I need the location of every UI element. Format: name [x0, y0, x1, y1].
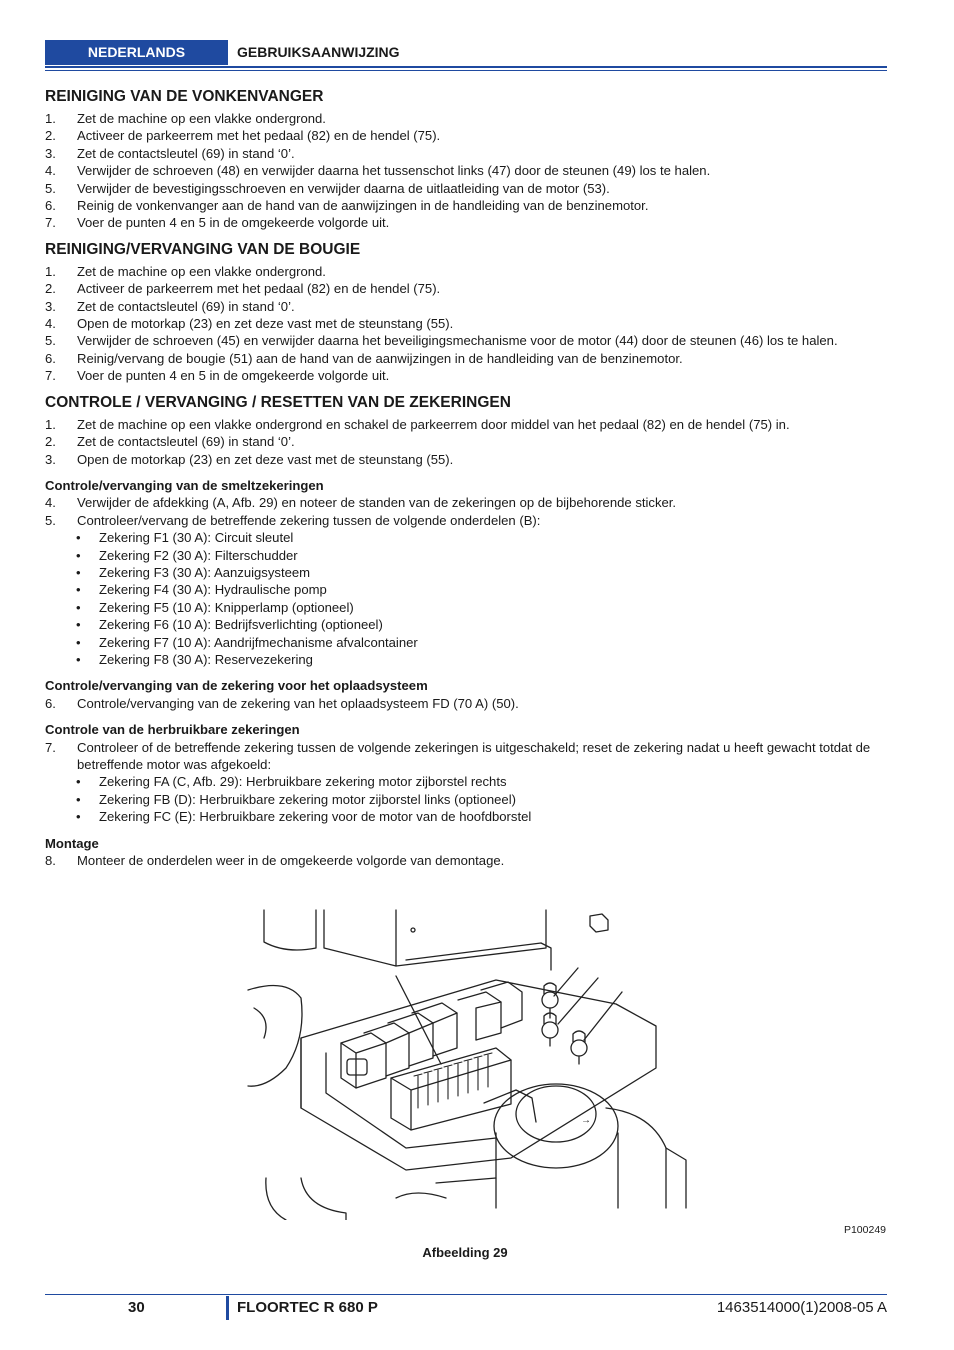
step-item [45, 280, 887, 297]
step-text: Voer de punten 4 en 5 in de omgekeerde volgorde uit. [77, 215, 390, 231]
step-list [45, 416, 887, 468]
step-text: Controleer of de betreffende zekering tussen de volgende zekeringen is uitgeschakeld; reset de zekering nadat u heeft gewacht totdat de betreffende motor was afgekoeld: [77, 739, 871, 772]
step-text: Voer de punten 4 en 5 in de omgekeerde volgorde uit. [77, 368, 390, 384]
step-number: 5. [45, 333, 56, 349]
step-item [45, 315, 887, 332]
section-title: CONTROLE / VERVANGING / RESETTEN VAN DE ZEKERINGEN [45, 393, 511, 411]
step-item [45, 695, 887, 712]
fuse-item: • Zekering FA (C, Afb. 29): Herbruikbare zekering motor zijborstel rechts [45, 773, 887, 790]
step-item [45, 145, 887, 162]
subsection-title: Montage [45, 835, 99, 851]
fuse-item: • Zekering F3 (30 A): Aanzuigsysteem [45, 564, 887, 581]
step-text: Verwijder de schroeven (48) en verwijder daarna het tussenschot links (47) door de steunen (49) los te halen. [77, 163, 711, 179]
manual-title: GEBRUIKSAANWIJZING [237, 44, 400, 60]
step-list [45, 695, 887, 712]
step-number: 7. [45, 368, 56, 384]
svg-text:→: → [581, 1115, 591, 1126]
step-text: Monteer de onderdelen weer in de omgekeerde volgorde van demontage. [77, 853, 505, 869]
step-item [45, 162, 887, 179]
page-content [45, 87, 887, 869]
document-code: 1463514000(1)2008-05 A [716, 1299, 887, 1316]
step-item [45, 214, 887, 231]
footer-divider [226, 1296, 229, 1320]
step-item [45, 852, 887, 869]
step-text: Controleer/vervang de betreffende zekering tussen de volgende onderdelen (B): [77, 512, 541, 528]
fuse-item: • Zekering F8 (30 A): Reservezekering [45, 651, 887, 668]
step-list [45, 263, 887, 385]
header-rule-thin [45, 70, 887, 71]
step-item [45, 180, 887, 197]
step-item [45, 416, 887, 433]
step-text: Zet de contactsleutel (69) in stand ‘0’. [77, 145, 295, 161]
step-item [45, 263, 887, 280]
figure-code: P100249 [843, 1224, 886, 1236]
fuse-item: • Zekering F6 (10 A): Bedrijfsverlichting (optioneel) [45, 616, 887, 633]
fuse-item: • Zekering F4 (30 A): Hydraulische pomp [45, 581, 887, 598]
fuse-item: • Zekering F7 (10 A): Aandrijfmechanisme afvalcontainer [45, 634, 887, 651]
step-number: 4. [45, 495, 56, 511]
footer-rule [45, 1294, 887, 1295]
step-list [45, 110, 887, 232]
step-item [45, 332, 887, 349]
step-text: Open de motorkap (23) en zet deze vast met de steunstang (55). [77, 316, 454, 332]
figure-caption: Afbeelding 29 [422, 1245, 508, 1260]
step-item [45, 512, 887, 529]
fuse-list [45, 773, 887, 825]
fuse-item: • Zekering FC (E): Herbruikbare zekering voor de motor van de hoofdborstel [45, 808, 887, 825]
step-number: 4. [45, 316, 56, 332]
fuse-item: • Zekering F2 (30 A): Filterschudder [45, 547, 887, 564]
step-number: 1. [45, 111, 56, 126]
step-list [45, 494, 887, 529]
step-list [45, 739, 887, 774]
step-item [45, 367, 887, 384]
fuse-item: • Zekering F5 (10 A): Knipperlamp (optioneel) [45, 599, 887, 616]
step-item [45, 110, 887, 127]
section-spark-plug [45, 240, 887, 385]
step-number: 3. [45, 451, 56, 467]
step-text: Zet de machine op een vlakke ondergrond. [77, 263, 326, 279]
step-number: 6. [45, 350, 56, 366]
step-item [45, 739, 887, 774]
fuse-box-illustration [246, 908, 688, 1220]
subsection-title: Controle/vervanging van de smeltzekeringen [45, 477, 324, 493]
step-text: Activeer de parkeerrem met het pedaal (82) en de hendel (75). [77, 128, 441, 144]
step-item [45, 451, 887, 468]
step-text: Reinig de vonkenvanger aan de hand van de aanwijzingen in de handleiding van de benzinemotor. [77, 198, 649, 214]
page-number: 30 [128, 1299, 145, 1316]
step-text: Zet de machine op een vlakke ondergrond en schakel de parkeerrem door middel van het pedaal (82) en de hendel (75) in. [77, 416, 790, 432]
fuse-item: • Zekering F1 (30 A): Circuit sleutel [45, 529, 887, 546]
step-number: 6. [45, 695, 56, 711]
step-number: 3. [45, 298, 56, 314]
section-title: REINIGING/VERVANGING VAN DE BOUGIE [45, 240, 361, 258]
step-text: Reinig/vervang de bougie (51) aan de hand van de aanwijzingen in de handleiding van de benzinemotor. [77, 350, 683, 366]
step-text: Activeer de parkeerrem met het pedaal (82) en de hendel (75). [77, 281, 441, 297]
step-text: Controle/vervanging van de zekering van het oplaadsysteem FD (70 A) (50). [77, 695, 519, 711]
section-spark-arrester [45, 87, 887, 232]
subsection-title: Controle van de herbruikbare zekeringen [45, 722, 300, 738]
step-item [45, 127, 887, 144]
step-number: 2. [45, 128, 56, 144]
fuse-item: • Zekering FB (D): Herbruikbare zekering motor zijborstel links (optioneel) [45, 791, 887, 808]
step-text: Zet de machine op een vlakke ondergrond. [77, 111, 326, 126]
model-name: FLOORTEC R 680 P [237, 1299, 378, 1316]
section-fuses [45, 393, 887, 870]
step-item [45, 298, 887, 315]
step-number: 5. [45, 180, 56, 196]
step-text: Verwijder de schroeven (45) en verwijder daarna het beveiligingsmechanisme voor de motor (44) door de steunen (46) los te halen. [77, 333, 838, 349]
step-text: Zet de contactsleutel (69) in stand ‘0’. [77, 298, 295, 314]
step-number: 8. [45, 853, 56, 869]
page-header [45, 40, 887, 68]
step-number: 4. [45, 163, 56, 179]
step-number: 5. [45, 512, 56, 528]
step-number: 7. [45, 215, 56, 231]
fuse-list [45, 529, 887, 668]
page-footer [45, 1294, 887, 1324]
step-item [45, 350, 887, 367]
step-item [45, 433, 887, 450]
step-list [45, 852, 887, 869]
step-item [45, 197, 887, 214]
step-number: 3. [45, 145, 56, 161]
step-text: Verwijder de afdekking (A, Afb. 29) en noteer de standen van de zekeringen op de bijbehorende sticker. [77, 495, 677, 511]
section-title: REINIGING VAN DE VONKENVANGER [45, 88, 324, 105]
step-text: Verwijder de bevestigingsschroeven en verwijder daarna de uitlaatleiding van de motor (53). [77, 180, 610, 196]
language-label: NEDERLANDS [45, 40, 228, 65]
step-item [45, 494, 887, 511]
step-text: Zet de contactsleutel (69) in stand ‘0’. [77, 434, 295, 450]
step-number: 1. [45, 263, 56, 279]
step-number: 1. [45, 416, 56, 432]
step-number: 7. [45, 739, 56, 755]
step-number: 2. [45, 281, 56, 297]
step-number: 6. [45, 198, 56, 214]
step-text: Open de motorkap (23) en zet deze vast met de steunstang (55). [77, 451, 454, 467]
subsection-title: Controle/vervanging van de zekering voor het oplaadsysteem [45, 678, 428, 694]
header-rule [45, 66, 887, 68]
step-number: 2. [45, 434, 56, 450]
